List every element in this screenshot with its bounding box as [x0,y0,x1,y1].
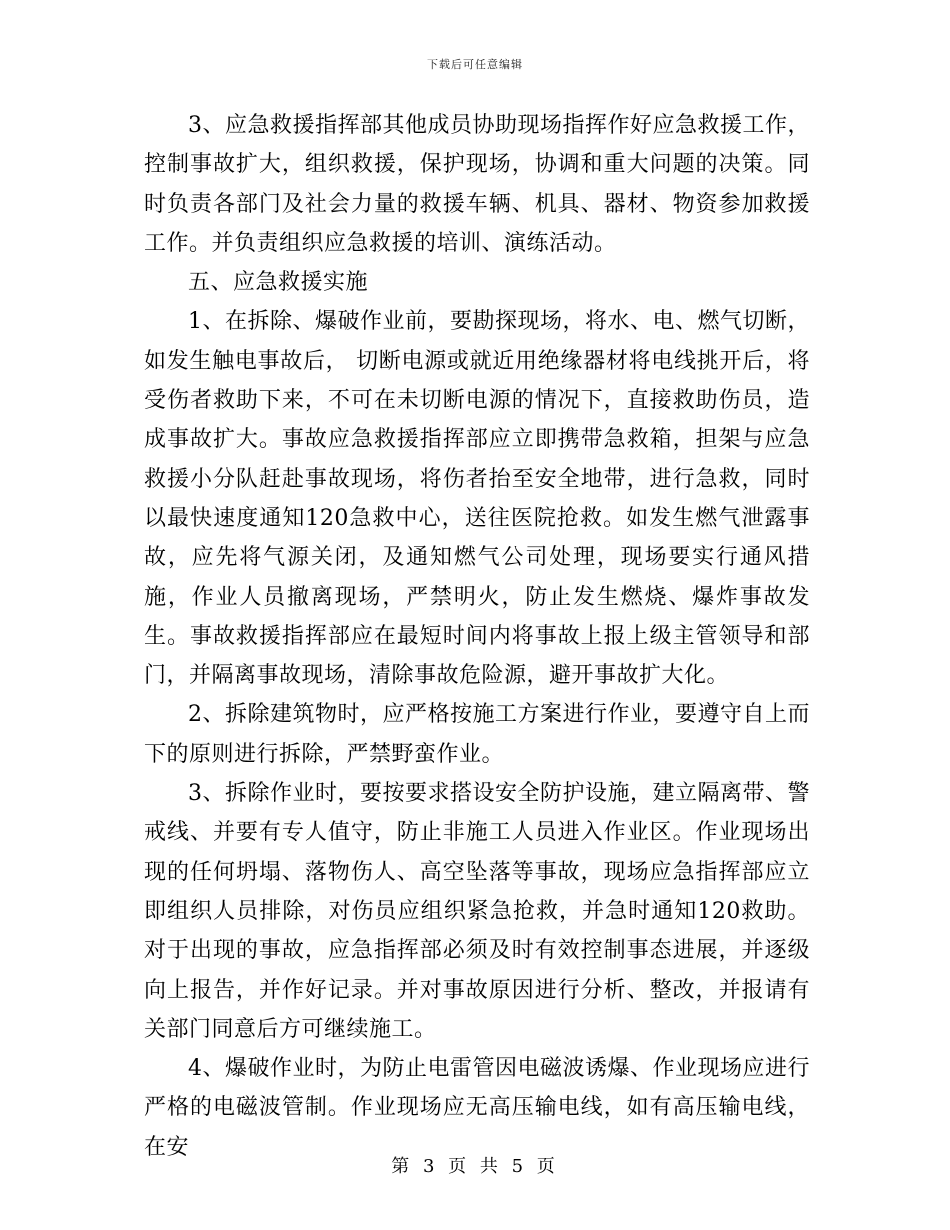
paragraph-demolition-building: 2、拆除建筑物时，应严格按施工方案进行作业，要遵守自上而下的原则进行拆除，严禁野蛮作业。 [144,702,810,767]
paragraph-rescue-members: 3、应急救援指挥部其他成员协助现场指挥作好应急救援工作，控制事故扩大，组织救援，保护现场，协调和重大问题的决策。同时负责各部门及社会力量的救援车辆、机具、器材、物资参加救援工作。并负责组织应急救援的培训、演练活动。 [144,113,810,256]
section-heading-implementation: 五、应急救援实施 [188,270,369,296]
paragraph-pre-demolition: 1、在拆除、爆破作业前，要勘探现场，将水、电、燃气切断，如发生触电事故后， 切断电源或就近用绝缘器材将电线挑开后，将受伤者救助下来，不可在未切断电源的情况下，直接救助伤员，造成事故扩大。事故应急救援指挥部应立即携带急救箱，担架与应急救援小分队赶赴事故现场，将伤者抬至安全地带，进行急救，同时以最快速度通知120急救中心，送往医院抢救。如发生燃气泄露事故，应先将气源关闭，及通知燃气公司处理，现场要实行通风措施，作业人员撤离现场，严禁明火，防止发生燃烧、爆炸事故发生。事故救援指挥部应在最短时间内将事故上报上级主管领导和部门，并隔离事故现场，清除事故危险源，避开事故扩大化。 [144,309,810,689]
paragraph-blasting: 4、爆破作业时，为防止电雷管因电磁波诱爆、作业现场应进行严格的电磁波管制。作业现场应无高压输电线，如有高压输电线，在安 [144,1056,810,1160]
document-body [144,106,810,1167]
paragraph-demolition-safety: 3、拆除作业时，要按要求搭设安全防护设施，建立隔离带、警戒线、并要有专人值守，防止非施工人员进入作业区。作业现场出现的任何坍塌、落物伤人、高空坠落等事故，现场应急指挥部应立即组织人员排除，对伤员应组织紧急抢救，并急时通知120救助。对于出现的事故，应急指挥部必须及时有效控制事态进展，并逐级向上报告，并作好记录。并对事故原因进行分析、整改，并报请有关部门同意后方可继续施工。 [144,781,810,1042]
page-header: 下载后可任意编辑 [427,58,523,71]
page-number: 第 3 页 共 5 页 [391,1156,559,1177]
